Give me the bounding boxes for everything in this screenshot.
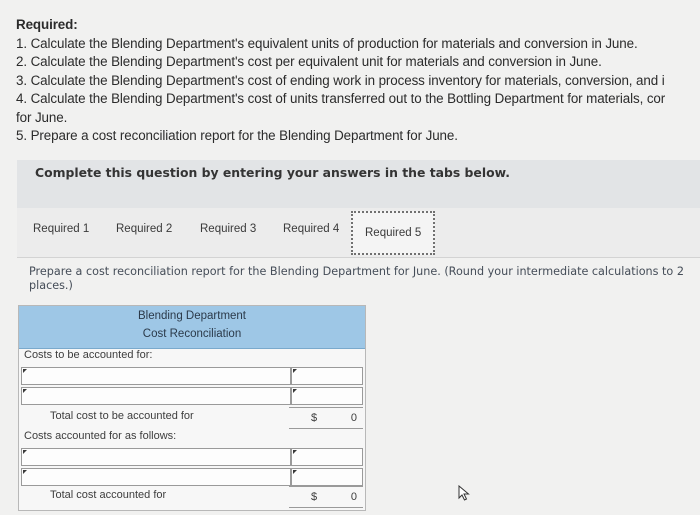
prompt-line-2: places.) bbox=[29, 279, 73, 292]
mouse-pointer-icon bbox=[458, 485, 472, 501]
required-instructions bbox=[16, 16, 700, 146]
costs-to-account-label: Costs to be accounted for: bbox=[24, 349, 153, 361]
total-cost-accounted-cell bbox=[289, 486, 363, 508]
required-item-5: 5. Prepare a cost reconciliation report for the Blending Department for June. bbox=[16, 128, 458, 143]
tab-required-4[interactable]: Required 4 bbox=[283, 223, 340, 235]
tab-required-3[interactable]: Required 3 bbox=[200, 223, 257, 235]
accounted-amount-input-1[interactable] bbox=[291, 448, 363, 466]
tab-required-2[interactable]: Required 2 bbox=[116, 223, 173, 235]
cost-amount-input-2[interactable] bbox=[291, 387, 363, 405]
total-to-account-value: 0 bbox=[350, 412, 357, 424]
accounted-label-input-2[interactable] bbox=[21, 468, 291, 486]
table-header bbox=[19, 306, 365, 349]
cost-label-input-2[interactable] bbox=[21, 387, 291, 405]
total-cost-to-account-label: Total cost to be accounted for bbox=[50, 410, 194, 422]
tab-required-1[interactable]: Required 1 bbox=[33, 223, 90, 235]
tab-bar bbox=[17, 208, 700, 258]
cost-label-input-1[interactable] bbox=[21, 367, 291, 385]
cost-reconciliation-table bbox=[18, 305, 366, 511]
prompt-line-1: Prepare a cost reconciliation report for the Blending Department for June. (Round your intermediate calculations to 2 bbox=[29, 265, 684, 278]
tab-required-5[interactable]: Required 5 bbox=[351, 211, 435, 255]
accounted-amount-input-2[interactable] bbox=[291, 468, 363, 486]
total-cost-to-account-cell bbox=[289, 407, 363, 429]
instruction-text: Complete this question by entering your answers in the tabs below. bbox=[35, 165, 510, 180]
accounted-label-input-1[interactable] bbox=[21, 448, 291, 466]
total-to-account-currency: $ bbox=[311, 412, 318, 424]
total-accounted-value: 0 bbox=[350, 491, 357, 503]
table-header-department: Blending Department bbox=[137, 310, 247, 322]
required-item-4: 4. Calculate the Blending Department's cost of units transferred out to the Bottling Department for materials, cor bbox=[16, 91, 666, 106]
costs-accounted-label: Costs accounted for as follows: bbox=[24, 430, 177, 442]
required-item-4-continued: for June. bbox=[16, 109, 68, 125]
question-prompt bbox=[29, 265, 700, 293]
table-header-title: Cost Reconciliation bbox=[142, 328, 242, 340]
required-item-1: 1. Calculate the Blending Department's equivalent units of production for materials and conversion in June. bbox=[16, 35, 638, 51]
instruction-band bbox=[17, 160, 700, 208]
required-title: Required: bbox=[16, 17, 78, 32]
required-item-3: 3. Calculate the Blending Department's cost of ending work in process inventory for materials, conversion, and i bbox=[16, 72, 665, 88]
total-cost-accounted-label: Total cost accounted for bbox=[50, 489, 167, 501]
required-item-2: 2. Calculate the Blending Department's cost per equivalent unit for materials and conversion in June. bbox=[16, 54, 602, 69]
cost-amount-input-1[interactable] bbox=[291, 367, 363, 385]
total-accounted-currency: $ bbox=[311, 491, 318, 503]
